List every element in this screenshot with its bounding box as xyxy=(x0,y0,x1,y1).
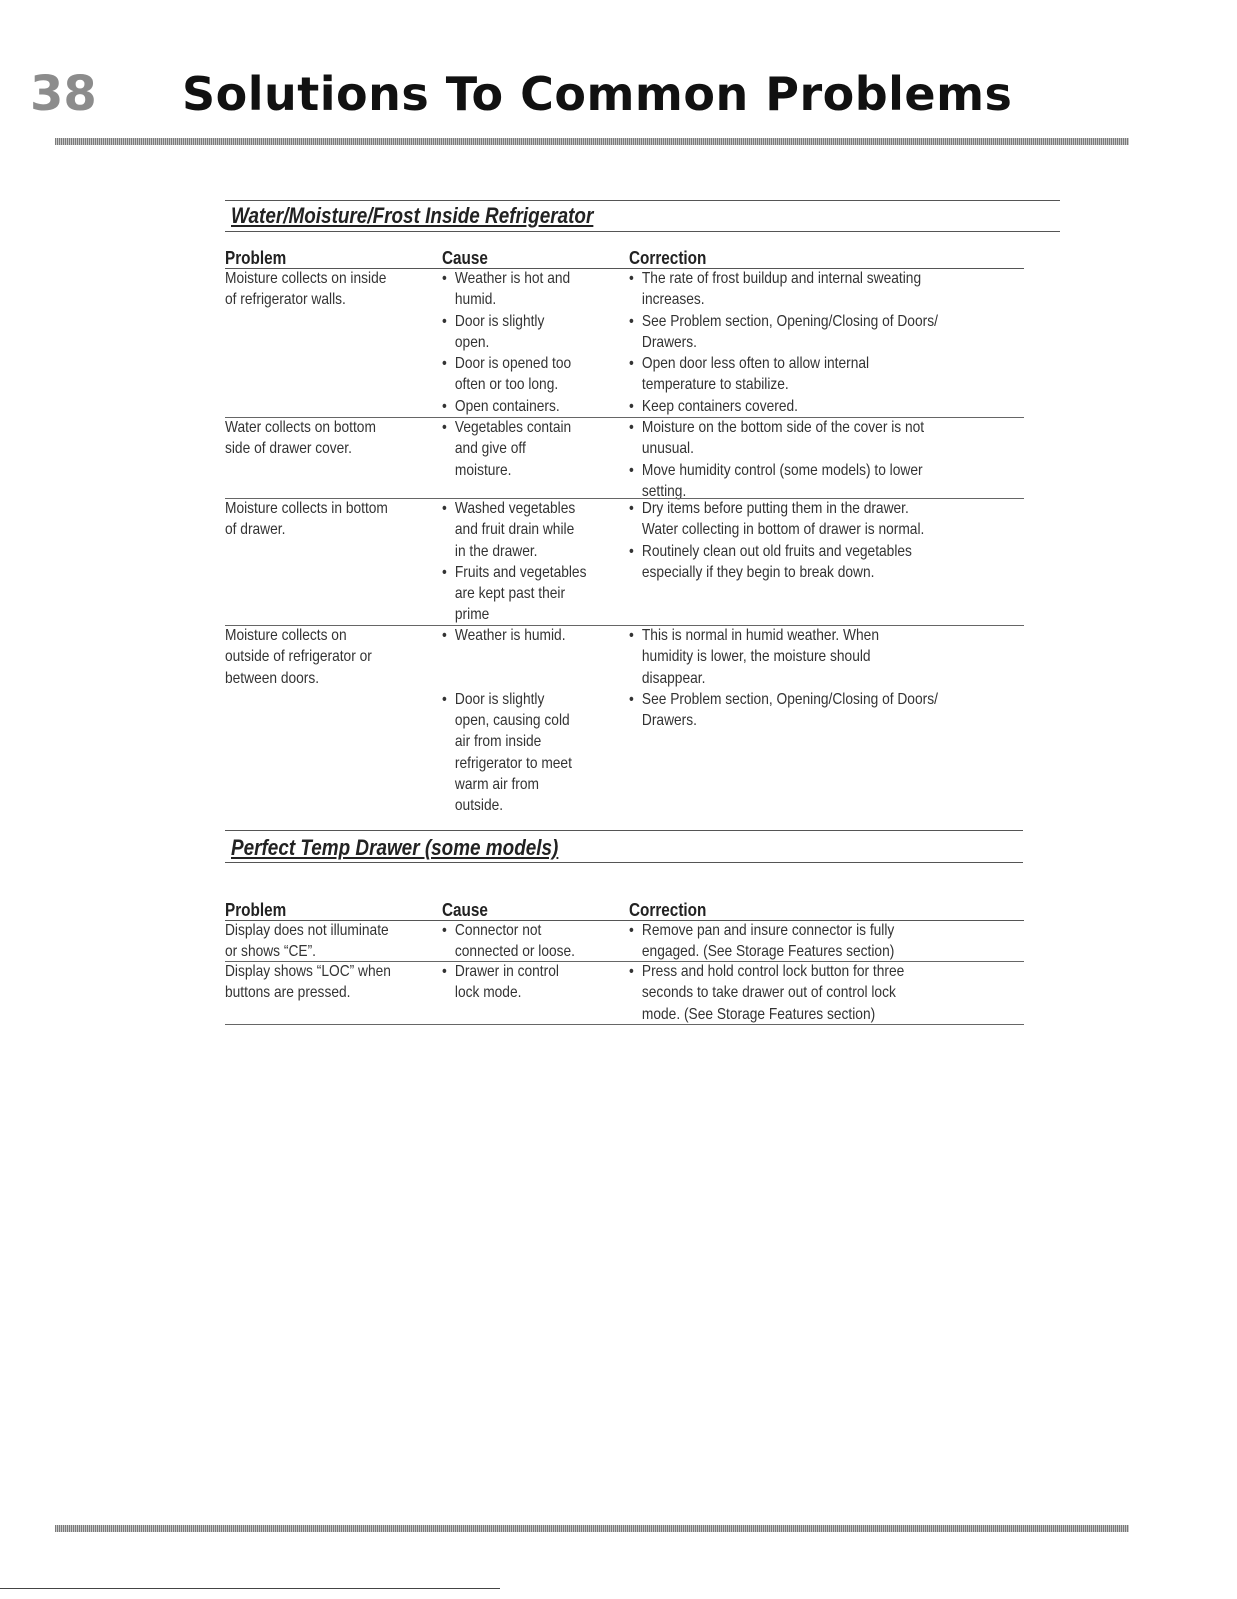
table-row xyxy=(225,625,1024,830)
bullet-icon: • xyxy=(442,270,447,287)
correction-cell xyxy=(629,961,904,1025)
cell-text-line: Moisture collects in bottom xyxy=(225,500,388,517)
cell-text-line: open, causing cold xyxy=(454,712,570,730)
bullet-icon: • xyxy=(629,355,634,373)
cell-text-line: side of drawer cover. xyxy=(225,440,352,458)
problem-cell xyxy=(225,625,372,689)
bullet-item-line xyxy=(629,353,938,374)
section-perfect-temp-drawer xyxy=(225,830,1023,1030)
bullet-text: Open door less often to allow internal xyxy=(641,355,870,373)
bullet-text: Weather is hot and xyxy=(454,270,571,287)
footer-divider xyxy=(55,1525,1129,1532)
cell-text-line: between doors. xyxy=(225,669,320,687)
correction-cell xyxy=(629,625,938,731)
problem-cell xyxy=(225,961,391,1004)
table-row xyxy=(225,498,1024,625)
bullet-item-line xyxy=(629,498,924,519)
bullet-item-line xyxy=(629,689,938,710)
section-title: Water/Moisture/Frost Inside Refrigerator xyxy=(231,203,594,228)
section-top-rule xyxy=(225,830,1023,831)
bullet-item-line xyxy=(629,625,938,646)
bullet-text: This is normal in humid weather. When xyxy=(641,627,879,644)
cell-text-line: Water collects on bottom xyxy=(225,419,376,436)
bullet-item-line xyxy=(442,268,571,289)
cell-text-line: humidity is lower, the moisture should xyxy=(641,648,871,666)
cell-text-line: Water collecting in bottom of drawer is normal. xyxy=(641,521,925,539)
column-header-cause: Cause xyxy=(442,248,488,268)
bullet-icon: • xyxy=(629,500,634,517)
bullet-item-line xyxy=(442,689,572,710)
bullet-item-line xyxy=(629,417,924,438)
cell-text-line: engaged. (See Storage Features section) xyxy=(641,943,895,961)
bullet-text: Fruits and vegetables xyxy=(454,563,587,581)
header-divider xyxy=(55,138,1129,145)
bullet-icon: • xyxy=(442,312,447,330)
bullet-text: Remove pan and insure connector is fully xyxy=(641,922,895,939)
section-top-rule xyxy=(225,200,1060,201)
bullet-text: Door is slightly xyxy=(454,312,545,330)
bullet-icon: • xyxy=(629,270,634,287)
bullet-icon: • xyxy=(442,500,447,517)
cell-text-line: open. xyxy=(454,333,490,351)
cell-text-line: mode. (See Storage Features section) xyxy=(641,1005,876,1023)
footer-edge-rule xyxy=(0,1588,500,1589)
cell-text-line: seconds to take drawer out of control lock xyxy=(641,984,896,1002)
bullet-item-line xyxy=(442,562,586,583)
bullet-item-line xyxy=(442,625,572,646)
cell-text-line: Moisture collects on xyxy=(225,627,347,644)
cell-text-line: Drawers. xyxy=(641,333,697,351)
column-header-correction: Correction xyxy=(629,248,707,268)
bullet-icon: • xyxy=(629,542,634,560)
cell-text-line: Moisture collects on inside xyxy=(225,270,387,287)
bullet-item-line xyxy=(629,268,938,289)
bullet-item-line xyxy=(629,541,924,562)
column-header-correction: Correction xyxy=(629,900,707,920)
bullet-text: Dry items before putting them in the drawer. xyxy=(641,500,909,517)
bullet-icon: • xyxy=(629,963,634,980)
cell-text-line: especially if they begin to break down. xyxy=(641,563,875,581)
table-row xyxy=(225,961,1024,1024)
problem-cell xyxy=(225,498,388,541)
bullet-item-line xyxy=(442,417,571,438)
cell-text-line: in the drawer. xyxy=(454,542,538,560)
problem-cell xyxy=(225,417,376,460)
cell-text-line: humid. xyxy=(454,291,497,309)
cell-text-line: prime xyxy=(454,606,490,624)
cell-text-line: of drawer. xyxy=(225,521,286,539)
bullet-text: Open containers. xyxy=(454,397,560,415)
bullet-text: See Problem section, Opening/Closing of Doors/ xyxy=(641,312,938,330)
bullet-item-line xyxy=(629,311,938,332)
cell-text-line: and give off xyxy=(454,440,526,458)
section-title-rule xyxy=(225,862,1023,863)
cell-text-line: Drawers. xyxy=(641,712,697,730)
bullet-item-line xyxy=(442,920,575,941)
cause-cell xyxy=(442,920,575,963)
cause-cell xyxy=(442,498,586,626)
bullet-icon: • xyxy=(629,922,634,939)
bullet-text: See Problem section, Opening/Closing of Doors/ xyxy=(641,690,938,708)
bullet-text: Door is opened too xyxy=(454,355,572,373)
bullet-icon: • xyxy=(629,627,634,644)
page-header xyxy=(30,62,1130,126)
bullet-icon: • xyxy=(442,563,447,581)
correction-cell xyxy=(629,417,924,502)
cell-text-line: setting. xyxy=(641,482,687,500)
table-row xyxy=(225,920,1024,961)
bullet-text: Move humidity control (some models) to lower xyxy=(641,461,923,479)
bullet-text: Weather is humid. xyxy=(454,627,566,644)
problem-cell xyxy=(225,268,386,311)
cell-text-line: disappear. xyxy=(641,669,706,687)
cell-text-line: connected or loose. xyxy=(454,943,576,961)
bullet-text: The rate of frost buildup and internal sweating xyxy=(641,270,922,287)
section-water-moisture-frost xyxy=(225,200,1060,840)
problem-cell xyxy=(225,920,389,963)
cell-text-line: and fruit drain while xyxy=(454,521,575,539)
bullet-icon: • xyxy=(442,397,447,415)
column-header-problem: Problem xyxy=(225,900,287,920)
page-title: Solutions To Common Problems xyxy=(182,67,1013,121)
cell-text-line: unusual. xyxy=(641,440,694,458)
bullet-text: Moisture on the bottom side of the cover is not xyxy=(641,419,925,436)
cell-text-line: often or too long. xyxy=(454,376,559,394)
cell-text-line: Display does not illuminate xyxy=(225,922,389,939)
bullet-item-line xyxy=(629,460,924,481)
bullet-item-line xyxy=(629,961,904,982)
section-title-rule xyxy=(225,231,1060,232)
bullet-icon: • xyxy=(629,419,634,436)
bullet-icon: • xyxy=(442,963,447,980)
cell-text-line: or shows “CE”. xyxy=(225,943,316,961)
bullet-item-line xyxy=(442,353,571,374)
bullet-icon: • xyxy=(442,627,447,644)
cell-text-line: outside. xyxy=(454,797,504,815)
section-title: Perfect Temp Drawer (some models) xyxy=(231,835,559,860)
correction-cell xyxy=(629,498,924,583)
bullet-item-line xyxy=(442,396,571,417)
page-number: 38 xyxy=(30,66,97,122)
bullet-item-line xyxy=(442,961,559,982)
cause-cell xyxy=(442,961,559,1004)
bullet-icon: • xyxy=(629,690,634,708)
bullet-text: Door is slightly xyxy=(454,690,545,708)
cell-text-line: buttons are pressed. xyxy=(225,984,351,1002)
cell-text-line: moisture. xyxy=(454,461,512,479)
bullet-item-line xyxy=(442,311,571,332)
bullet-icon: • xyxy=(442,922,447,939)
bullet-item-line xyxy=(442,498,586,519)
column-header-cause: Cause xyxy=(442,900,488,920)
bullet-item-line xyxy=(629,396,938,417)
correction-cell xyxy=(629,920,894,963)
table-row xyxy=(225,268,1024,417)
cell-text-line: of refrigerator walls. xyxy=(225,291,346,309)
bullet-icon: • xyxy=(629,397,634,415)
table-row xyxy=(225,417,1024,498)
bullet-text: Routinely clean out old fruits and vegetables xyxy=(641,542,912,560)
cell-text-line: increases. xyxy=(641,291,705,309)
cause-cell xyxy=(442,625,572,817)
bullet-text: Connector not xyxy=(454,922,542,939)
row-divider xyxy=(225,1024,1024,1025)
cause-cell xyxy=(442,417,571,481)
correction-cell xyxy=(629,268,938,417)
bullet-text: Keep containers covered. xyxy=(641,397,798,415)
bullet-icon: • xyxy=(629,461,634,479)
cell-text-line: warm air from xyxy=(454,776,539,794)
bullet-text: Drawer in control xyxy=(454,963,559,980)
bullet-text: Vegetables contain xyxy=(454,419,572,436)
cell-text-line: lock mode. xyxy=(454,984,522,1002)
cell-text-line: are kept past their xyxy=(454,585,566,603)
cell-text-line: outside of refrigerator or xyxy=(225,648,372,666)
bullet-text: Washed vegetables xyxy=(454,500,576,517)
cell-text-line: temperature to stabilize. xyxy=(641,376,789,394)
bullet-text: Press and hold control lock button for three xyxy=(641,963,905,980)
bullet-icon: • xyxy=(442,690,447,708)
bullet-icon: • xyxy=(629,312,634,330)
column-header-problem: Problem xyxy=(225,248,287,268)
bullet-icon: • xyxy=(442,419,447,436)
cell-text-line: Display shows “LOC” when xyxy=(225,963,391,980)
bullet-icon: • xyxy=(442,355,447,373)
bullet-item-line xyxy=(629,920,894,941)
cause-cell xyxy=(442,268,571,417)
cell-text-line: air from inside xyxy=(454,733,542,751)
cell-text-line: refrigerator to meet xyxy=(454,754,572,772)
